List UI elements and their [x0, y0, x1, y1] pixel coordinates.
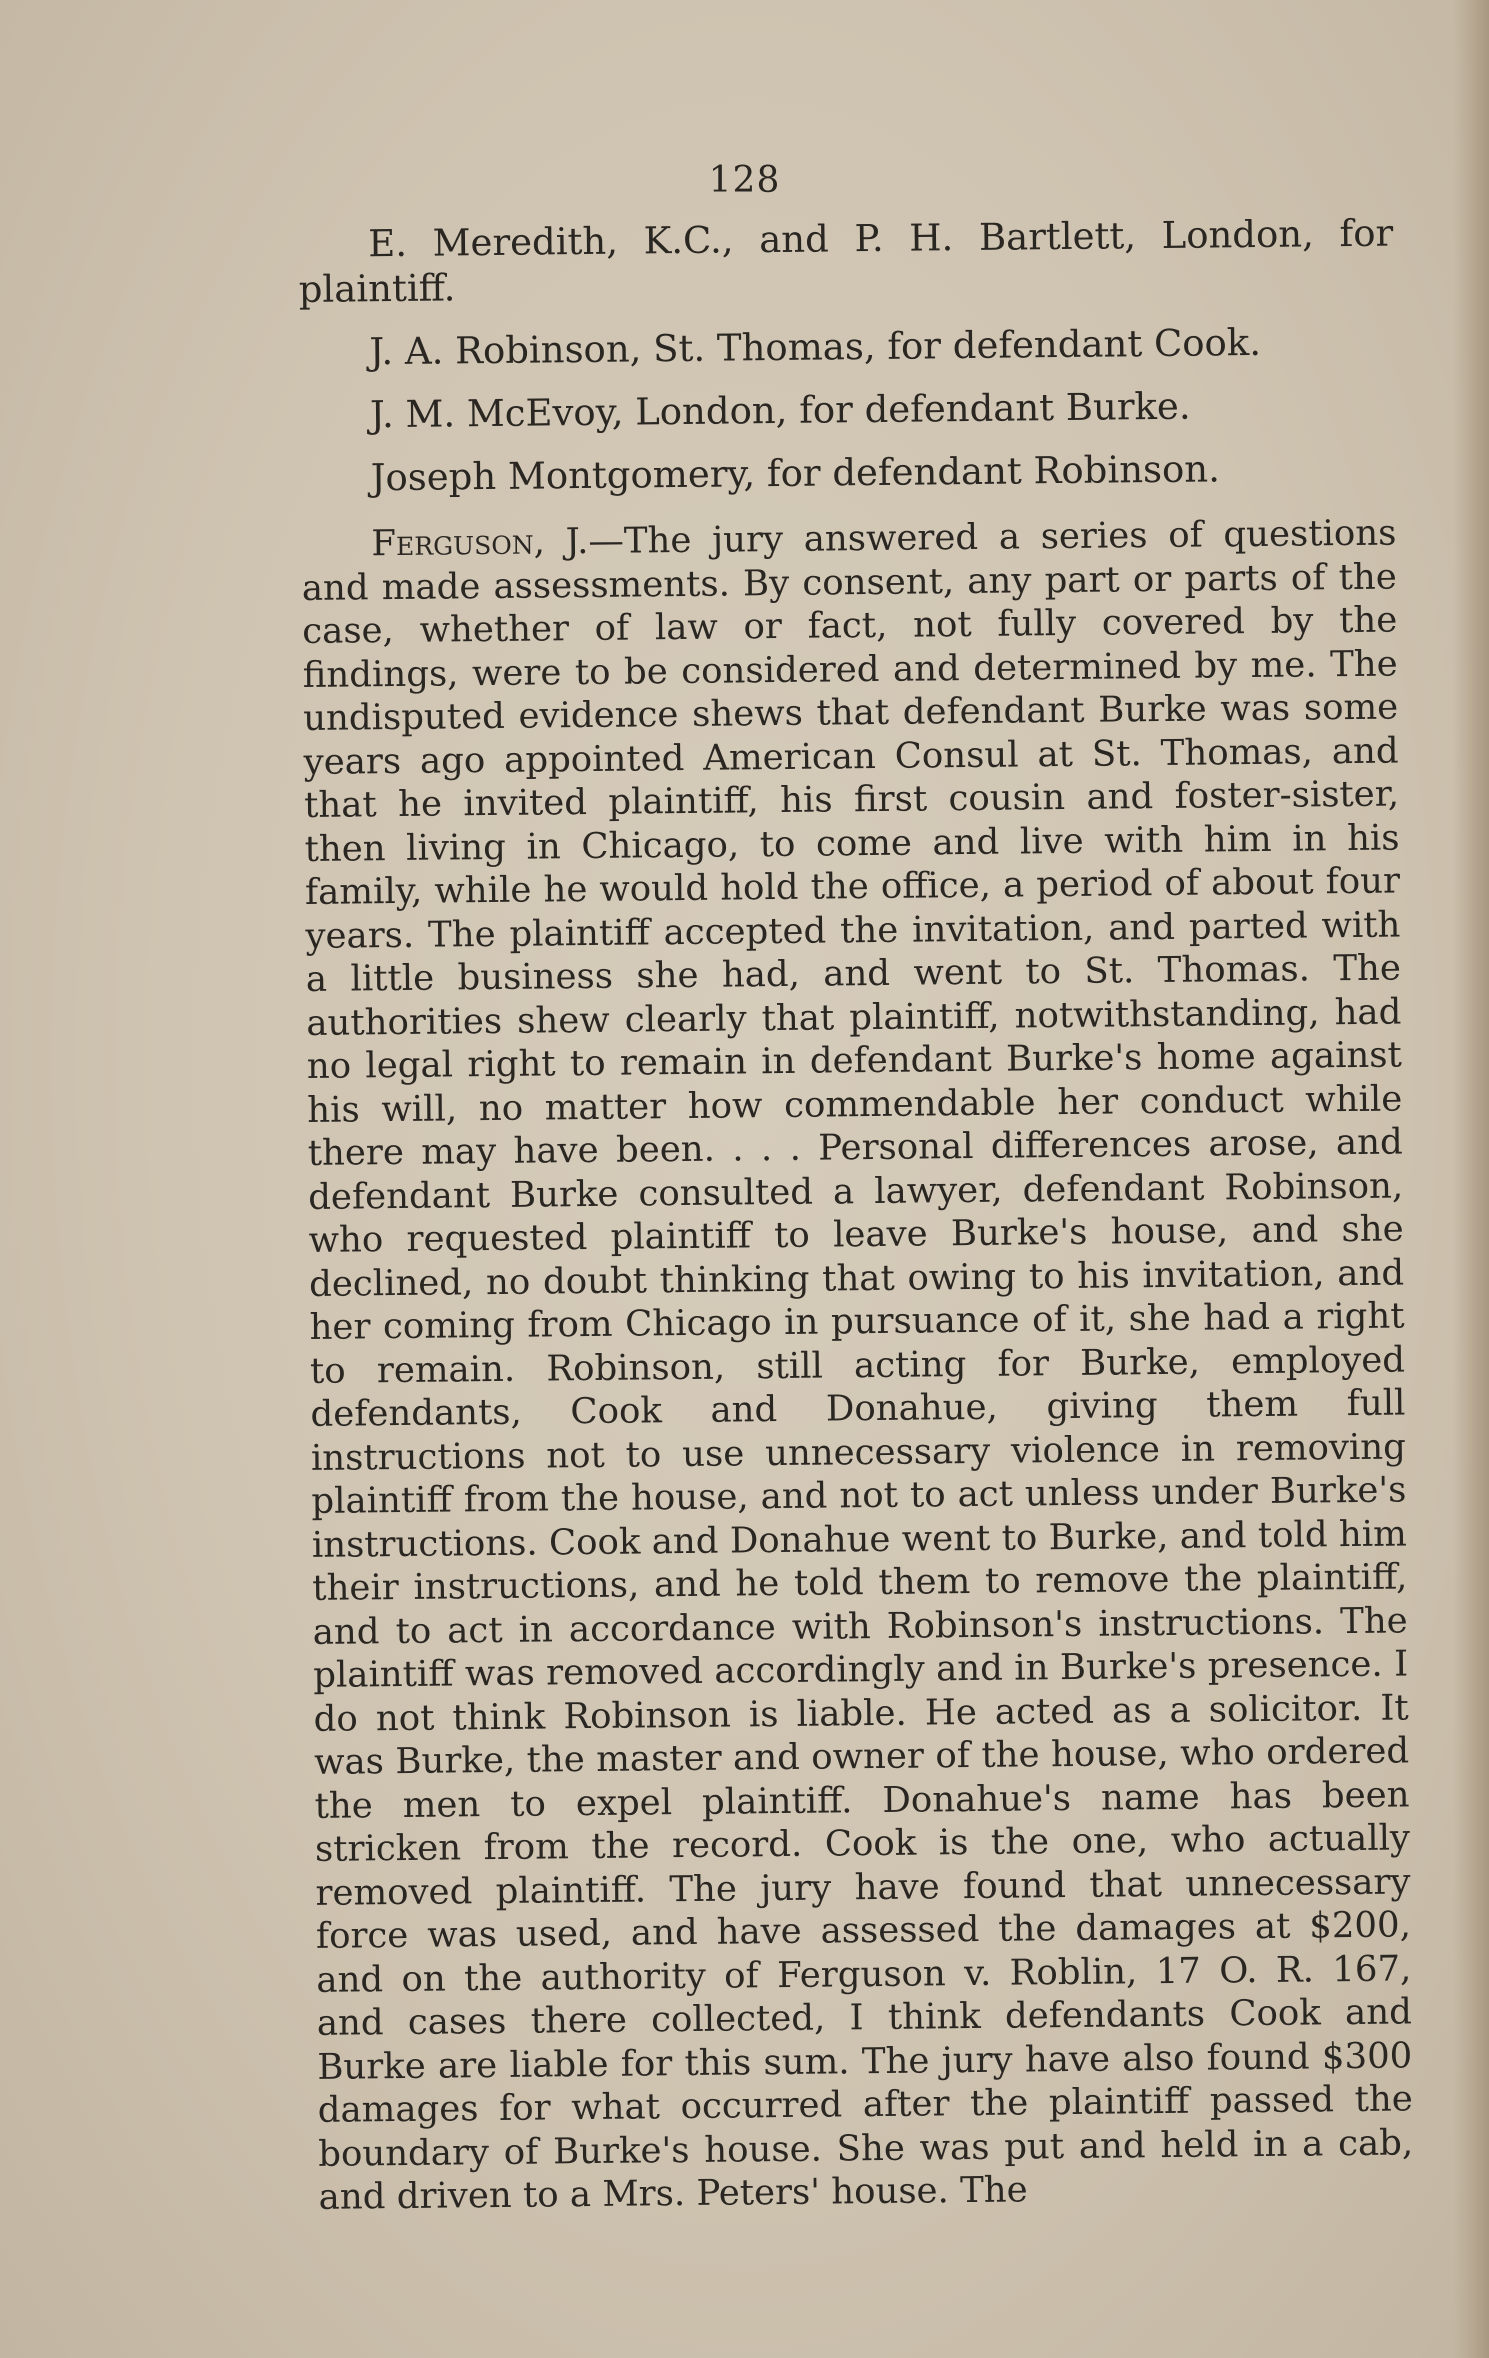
counsel-line-burke: J. M. McEvoy, London, for defendant Burke.	[369, 384, 1191, 437]
text-block	[298, 211, 1414, 2255]
counsel-line-cook: J. A. Robinson, St. Thomas, for defendant Cook.	[369, 320, 1262, 374]
page-edge-shadow	[1453, 0, 1489, 2358]
judgment-paragraph	[301, 512, 1414, 2220]
counsel-line-plaintiff: E. Meredith, K.C., and P. H. Bartlett, London, for plaintiff.	[298, 211, 1394, 311]
judge-name: Ferguson, J.	[371, 520, 589, 565]
judgment-text: —The jury answered a series of questions and made assessments. By consent, any part or parts of the case, whether of law or fact, not fully covered by the findings, were to be considered and determined by me. The undisputed evidence shews that defendant Burke was some years ago appointed American Consul at St. Thomas, and that he invited plaintiff, his first cousin and foster-sister, then living in Chicago, to come and live with him in his family, while he would hold the office, a period of about four years. The plaintiff accepted the invitation, and parted with a little business she had, and went to St. Thomas. The authorities shew clearly that plaintiff, notwithstanding, had no legal right to remain in defendant Burke's home against his will, no matter how commendable her conduct while there may have been. . . . Personal differences arose, and defendant Burke consulted a lawyer, defendant Robinson, who requested plaintiff to leave Burke's house, and she declined, no doubt thinking that owing to his invitation, and her coming from Chicago in pursuance of it, she had a right to remain. Robinson, still acting for Burke, employed defendants, Cook and Donahue, giving them full instructions not to use unnecessary violence in removing plaintiff from the house, and not to act unless under Burke's instructions. Cook and Donahue went to Burke, and told him their instructions, and he told them to remove the plaintiff, and to act in accordance with Robinson's instructions. The plaintiff was removed accordingly and in Burke's presence. I do not think Robinson is liable. He acted as a solicitor. It was Burke, the master and owner of the house, who ordered the men to expel plaintiff. Donahue's name has been stricken from the record. Cook is the one, who actually removed plaintiff. The jury have found that unnecessary force was used, and have assessed the damages at $200, and on the authority of Ferguson v. Roblin, 17 O. R. 167, and cases there collected, I think defendants Cook and Burke are liable for this sum. The jury have also found $300 damages for what occurred after the plaintiff passed the boundary of Burke's house. She was put and held in a cab, and driven to a Mrs. Peters' house. The	[301, 512, 1414, 2218]
counsel-line-robinson: Joseph Montgomery, for defendant Robinson.	[370, 447, 1221, 500]
page-number: 128	[708, 160, 781, 201]
